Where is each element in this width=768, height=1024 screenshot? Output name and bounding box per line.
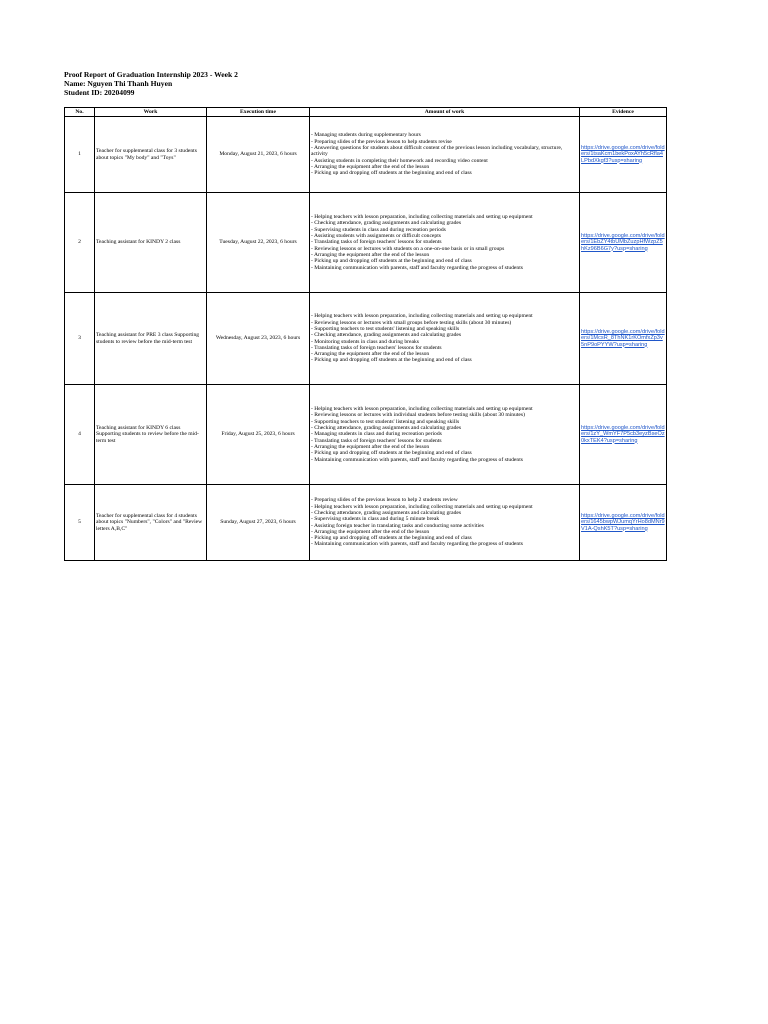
- work-description: Teacher for supplemental class for 4 students about topics "Numbers", "Colors" and "Review letters A,B,C": [95, 485, 207, 561]
- table-row: [65, 117, 667, 193]
- work-item: - Assisting foreign teacher in translating tasks and conducting some activities: [311, 522, 484, 529]
- work-item: - Monitoring students in class and during breaks: [311, 338, 419, 345]
- work-item: - Maintaining communication with parents, staff and faculty regarding the progress of students: [311, 264, 523, 271]
- work-description: Teaching assistant for KINDY 2 class: [95, 193, 207, 293]
- table-row: [65, 485, 667, 561]
- work-item: - Arranging the equipment after the end of the lesson: [311, 351, 430, 358]
- work-item: - Helping teachers with lesson preparation, including collecting materials and setting up equipment: [311, 313, 533, 320]
- work-item: - Picking up and dropping off students at the beginning and end of class: [311, 450, 472, 457]
- work-item: - Preparing slides of the previous lesson to help 2 students review: [311, 497, 458, 504]
- work-item: - Maintaining communication with parents, staff and faculty regarding the progress of students: [311, 456, 523, 463]
- table-row: [65, 385, 667, 485]
- work-item: - Arranging the equipment after the end of the lesson: [311, 528, 430, 535]
- evidence-link[interactable]: https://drive.google.com/drive/folders/1EbZY4tbUMbZuzpHfWzpZ5hKz96B6G7y?usp=sharing: [580, 193, 667, 293]
- work-item: - Translating tasks of foreign teachers' lessons for students: [311, 239, 442, 246]
- work-description: Teaching assistant for PRE 3 class Supporting students to review before the mid-term test: [95, 293, 207, 385]
- work-item: - Helping teachers with lesson preparation, including collecting materials and setting up equipment: [311, 214, 533, 221]
- work-item: - Assisting students in completing their homework and recording video content: [311, 157, 488, 164]
- work-description: Teacher for supplemental class for 3 students about topics "My body" and "Toys": [95, 117, 207, 193]
- table-header-row: [65, 108, 667, 117]
- evidence-link[interactable]: https://drive.google.com/drive/folders/1McsR_8ThNK1rKOmfxZp3v5nP9oPYYW?usp=sharing: [580, 293, 667, 385]
- work-item: - Maintaining communication with parents, staff and faculty regarding the progress of students: [311, 541, 523, 548]
- work-item: - Checking attendance, grading assignments and calculating grades: [311, 220, 462, 227]
- work-item: - Supervising students in class and during 5 minute break: [311, 516, 440, 523]
- report-header: [64, 70, 238, 98]
- internship-report-table: [64, 107, 667, 561]
- work-item: - Translating tasks of foreign teachers' lessons for students: [311, 344, 442, 351]
- work-item: - Picking up and dropping off students at the beginning and end of class: [311, 535, 472, 542]
- work-item: - Checking attendance, grading assignments and calculating grades: [311, 332, 462, 339]
- execution-time: Sunday, August 27, 2023, 6 hours: [207, 485, 310, 561]
- execution-time: Wednesday, August 23, 2023, 6 hours: [207, 293, 310, 385]
- work-item: - Picking up and dropping off students at the beginning and end of class: [311, 258, 472, 265]
- amount-of-work: [310, 193, 580, 293]
- work-item: - Checking attendance, grading assignments and calculating grades: [311, 425, 462, 432]
- work-item: - Arranging the equipment after the end of the lesson: [311, 443, 430, 450]
- work-item: - Answering questions for students about difficult content of the previous lesson including vocabulary, structure, activity: [311, 145, 563, 158]
- amount-of-work: [310, 385, 580, 485]
- work-item: - Checking attendance, grading assignments and calculating grades: [311, 509, 462, 516]
- work-item: - Managing students during supplementary hours: [311, 132, 421, 139]
- work-item: - Arranging the equipment after the end of the lesson: [311, 163, 430, 170]
- work-item: - Helping teachers with lesson preparation, including collecting materials and setting up equipment: [311, 406, 533, 413]
- execution-time: Monday, August 21, 2023, 6 hours: [207, 117, 310, 193]
- student-id: Student ID: 20204099: [64, 88, 135, 98]
- work-item: - Picking up and dropping off students at the beginning and end of class: [311, 170, 472, 177]
- work-item: - Supervising students in class and during recreation periods: [311, 226, 446, 233]
- execution-time: Friday, August 25, 2023, 6 hours: [207, 385, 310, 485]
- work-item: - Translating tasks of foreign teachers' lessons for students: [311, 437, 442, 444]
- student-name: Name: Nguyen Thi Thanh Huyen: [64, 79, 173, 89]
- work-item: - Supporting teachers to test students' listening and speaking skills: [311, 325, 460, 332]
- work-item: - Arranging the equipment after the end of the lesson: [311, 251, 430, 258]
- execution-time: Tuesday, August 22, 2023, 6 hours: [207, 193, 310, 293]
- table-row: [65, 293, 667, 385]
- column-header-work: Work: [95, 108, 207, 117]
- work-item: - Helping teachers with lesson preparation, including collecting materials and setting up equipment: [311, 503, 533, 510]
- evidence-link[interactable]: https://drive.google.com/drive/folders/1645bwpWJumqYrHo8dMNr9V1A-QshK5T?usp=sharing: [580, 485, 667, 561]
- work-item: - Reviewing lessons or lectures with individual students before testing skills (about 30 minutes): [311, 412, 525, 419]
- work-item: - Picking up and dropping off students at the beginning and end of class: [311, 357, 472, 364]
- column-header-amount-of-work: Amount of work: [310, 108, 580, 117]
- row-number: 4: [65, 385, 95, 485]
- work-item: - Reviewing lessons or lectures with students on a one-on-one basis or in small groups: [311, 245, 505, 252]
- row-number: 3: [65, 293, 95, 385]
- row-number: 1: [65, 117, 95, 193]
- report-title: Proof Report of Graduation Internship 2023 - Week 2: [64, 70, 238, 79]
- work-item: - Managing students in class and during recreation periods: [311, 431, 442, 438]
- column-header-no: No.: [65, 108, 95, 117]
- row-number: 5: [65, 485, 95, 561]
- table-row: [65, 193, 667, 293]
- work-description: Teaching assistant for KINDY 6 class Supporting students to review before the mid-term test: [95, 385, 207, 485]
- work-item: - Reviewing lessons or lectures with small groups before testing skills (about 30 minutes): [311, 319, 512, 326]
- row-number: 2: [65, 193, 95, 293]
- amount-of-work: [310, 293, 580, 385]
- work-item: - Assisting students with assignments or difficult concepts: [311, 233, 441, 240]
- evidence-link[interactable]: https://drive.google.com/drive/folders/1tsaKcm1bekPoxAYh5cRfla4LPbdXkgf3?usp=sharing: [580, 117, 667, 193]
- column-header-execution-time: Execution time: [207, 108, 310, 117]
- work-item: - Preparing slides of the previous lesson to help students revise: [311, 138, 452, 145]
- evidence-link[interactable]: https://drive.google.com/drive/folders/1zY_WmYF7P5cb3eyzBseOz0kxTEK4?usp=sharing: [580, 385, 667, 485]
- column-header-evidence: Evidence: [580, 108, 667, 117]
- work-item: - Supporting teachers to test students' listening and speaking skills: [311, 418, 460, 425]
- amount-of-work: [310, 485, 580, 561]
- amount-of-work: [310, 117, 580, 193]
